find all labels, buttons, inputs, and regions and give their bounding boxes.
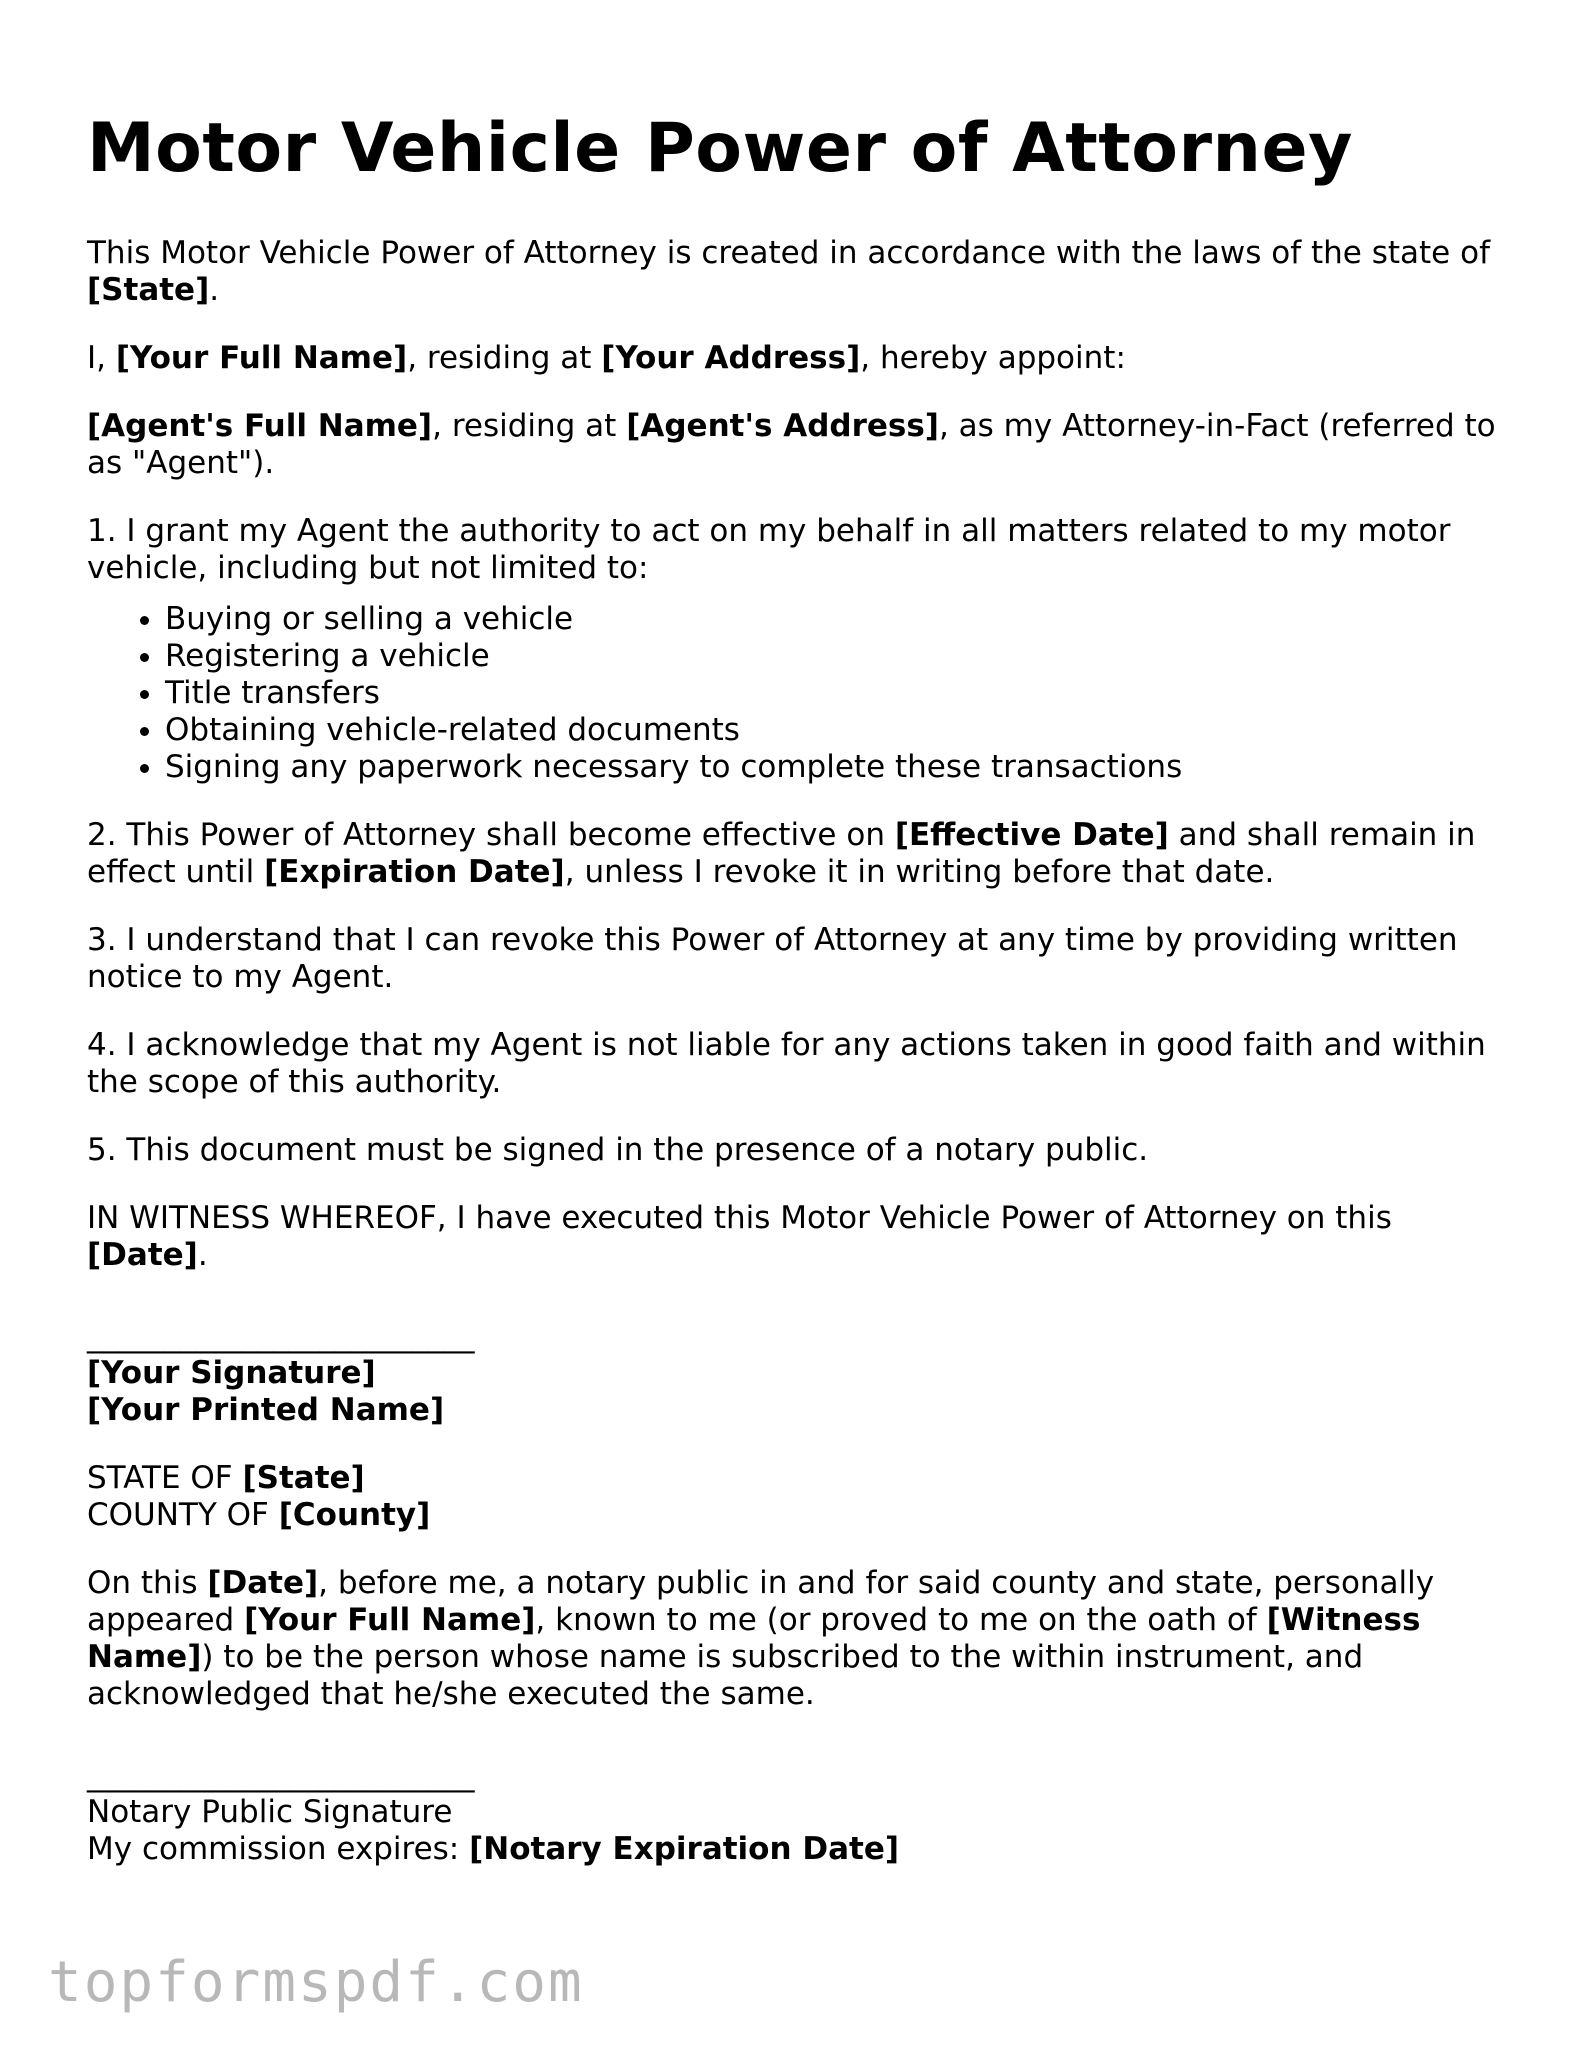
principal-address-placeholder: [Your Address] bbox=[601, 340, 861, 376]
appoint-text-3: , hereby appoint: bbox=[860, 340, 1126, 376]
venue-county-prefix: COUNTY OF bbox=[87, 1497, 279, 1533]
list-item: • Buying or selling a vehicle bbox=[165, 601, 1507, 638]
intro-text: This Motor Vehicle Power of Attorney is created in accordance with the laws of the state of bbox=[87, 235, 1490, 271]
clause-1: 1. I grant my Agent the authority to act on my behalf in all matters related to my motor vehicle, including but not limited to: bbox=[87, 513, 1451, 586]
venue-state-prefix: STATE OF bbox=[87, 1460, 243, 1496]
signature-line: _________________________ bbox=[87, 1318, 475, 1354]
list-item: • Registering a vehicle bbox=[165, 638, 1507, 675]
intro-end: . bbox=[209, 272, 220, 308]
clause-2-text-2: and shall remain in effect until bbox=[87, 817, 1476, 890]
document-page bbox=[87, 105, 1507, 1868]
list-item: • Signing any paperwork necessary to complete these transactions bbox=[165, 749, 1507, 786]
ack-text-3: , known to me (or proved to me on the oath of bbox=[535, 1602, 1267, 1638]
ack-witness-placeholder: [Witness Name] bbox=[87, 1602, 1421, 1675]
intro-paragraph bbox=[87, 235, 1507, 309]
notary-signature-block bbox=[87, 1757, 1507, 1868]
clause-5: 5. This document must be signed in the presence of a notary public. bbox=[87, 1132, 1149, 1168]
witness-end: . bbox=[197, 1237, 208, 1273]
agent-paragraph bbox=[87, 408, 1507, 482]
commission-line bbox=[87, 1831, 1507, 1868]
witness-paragraph bbox=[87, 1200, 1507, 1274]
commission-date-placeholder: [Notary Expiration Date] bbox=[469, 1831, 900, 1867]
venue-county-placeholder: [County] bbox=[278, 1497, 431, 1533]
agent-address-placeholder: [Agent's Address] bbox=[626, 408, 939, 444]
principal-name-placeholder: [Your Full Name] bbox=[115, 340, 408, 376]
commission-prefix: My commission expires: bbox=[87, 1831, 470, 1867]
watermark: topformspdf.com bbox=[48, 1950, 584, 2015]
acknowledgment-paragraph bbox=[87, 1565, 1507, 1713]
notary-signature-line: _________________________ bbox=[87, 1757, 475, 1793]
agent-text-2: , as my Attorney-in-Fact (referred to as "Agent"). bbox=[87, 408, 1496, 481]
venue-state-placeholder: [State] bbox=[242, 1460, 365, 1496]
clause-2 bbox=[87, 817, 1507, 891]
agent-text-1: , residing at bbox=[432, 408, 627, 444]
document-title: Motor Vehicle Power of Attorney bbox=[87, 109, 1353, 188]
ack-text-2: , before me, a notary public in and for said county and state, personally appeared bbox=[87, 1565, 1435, 1638]
clause-4: 4. I acknowledge that my Agent is not liable for any actions taken in good faith and within the scope of this authority. bbox=[87, 1027, 1486, 1100]
signature-placeholder: [Your Signature] bbox=[87, 1355, 376, 1391]
printed-name-placeholder: [Your Printed Name] bbox=[87, 1392, 445, 1428]
ack-text-1: On this bbox=[87, 1565, 208, 1601]
witness-date-placeholder: [Date] bbox=[87, 1237, 198, 1273]
authority-list bbox=[87, 601, 1507, 786]
list-item: • Obtaining vehicle-related documents bbox=[165, 712, 1507, 749]
ack-text-4: ) to be the person whose name is subscribed to the within instrument, and acknowledged that he/she executed the same. bbox=[87, 1639, 1364, 1712]
intro-state-placeholder: [State] bbox=[87, 272, 210, 308]
effective-date-placeholder: [Effective Date] bbox=[894, 817, 1169, 853]
ack-date-placeholder: [Date] bbox=[207, 1565, 319, 1601]
appoint-text-2: , residing at bbox=[407, 340, 602, 376]
agent-name-placeholder: [Agent's Full Name] bbox=[87, 408, 433, 444]
notary-signature-label: Notary Public Signature bbox=[87, 1794, 453, 1830]
clause-2-text-1: 2. This Power of Attorney shall become effective on bbox=[87, 817, 895, 853]
principal-signature-block bbox=[87, 1318, 1507, 1429]
witness-text: IN WITNESS WHEREOF, I have executed this Motor Vehicle Power of Attorney on this bbox=[87, 1200, 1392, 1236]
list-item: • Title transfers bbox=[165, 675, 1507, 712]
clause-3: 3. I understand that I can revoke this Power of Attorney at any time by providing written notice to my Agent. bbox=[87, 922, 1458, 995]
appoint-paragraph bbox=[87, 340, 1507, 377]
expiration-date-placeholder: [Expiration Date] bbox=[264, 854, 565, 890]
clause-2-text-3: , unless I revoke it in writing before that date. bbox=[564, 854, 1275, 890]
ack-name-placeholder: [Your Full Name] bbox=[244, 1602, 536, 1638]
appoint-text-1: I, bbox=[87, 340, 116, 376]
venue-block bbox=[87, 1460, 1507, 1534]
